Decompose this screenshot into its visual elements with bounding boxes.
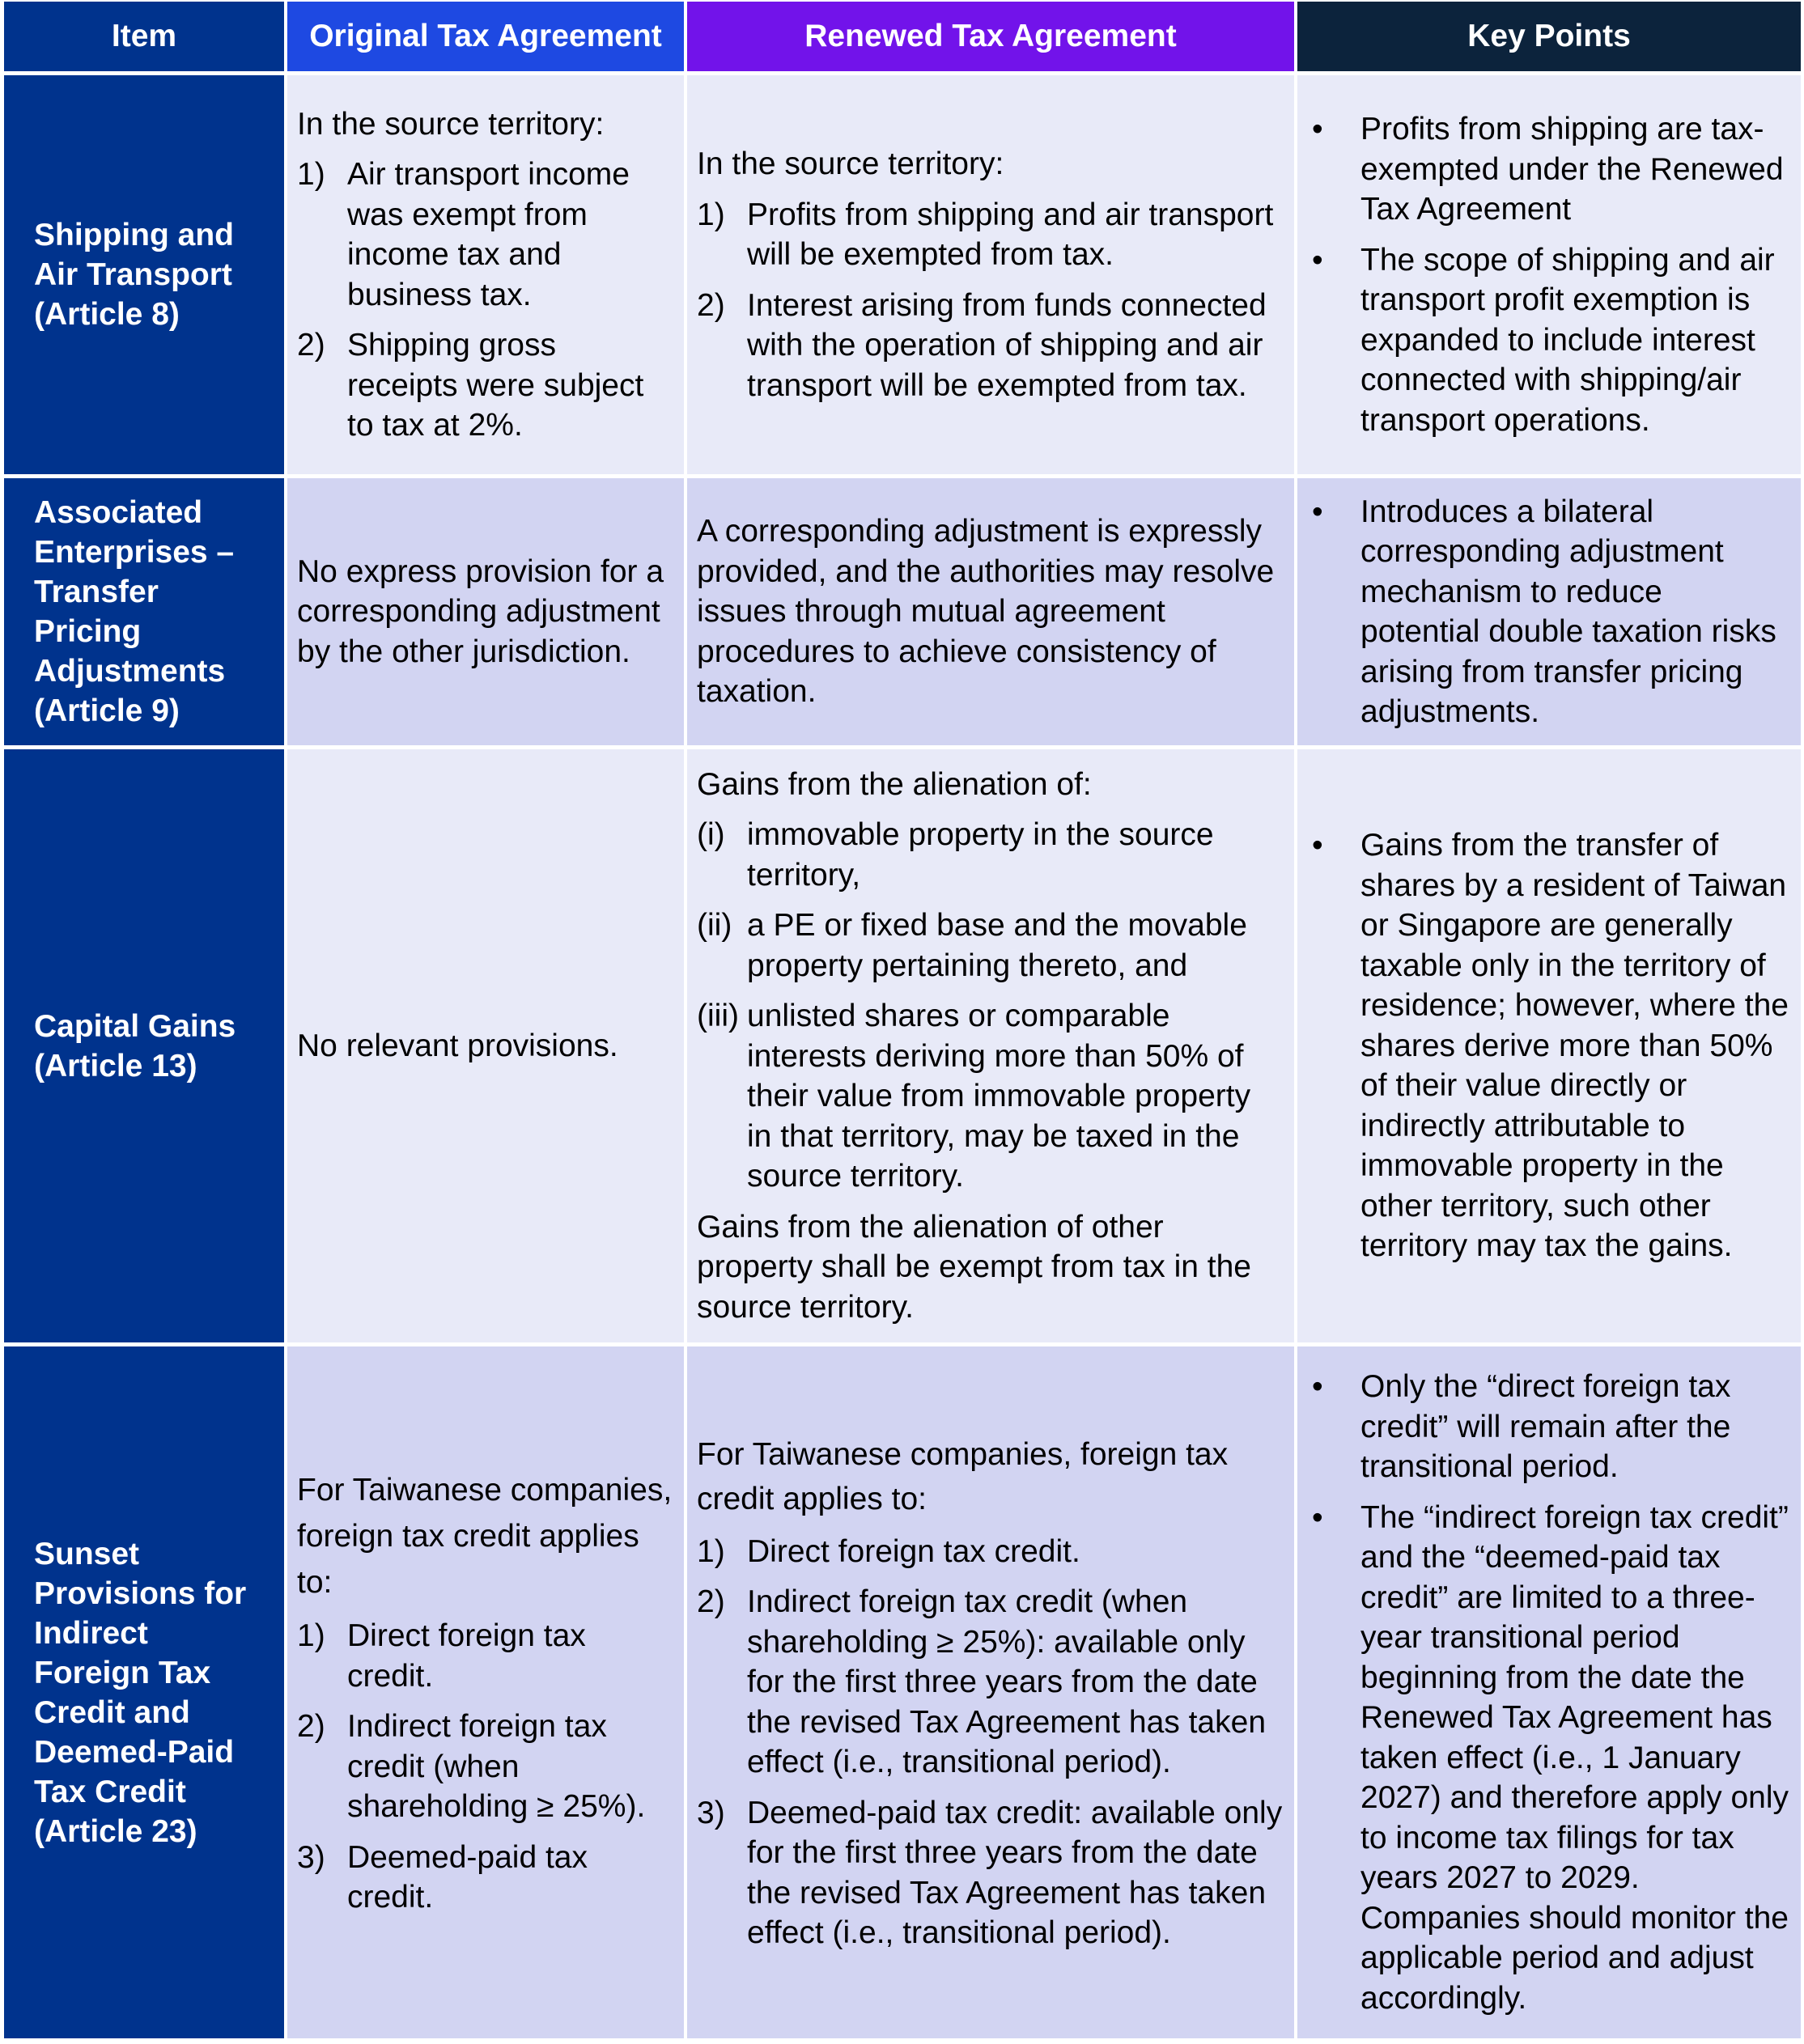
list-marker: (i)	[697, 817, 725, 853]
original-cell	[287, 749, 684, 1342]
bullet-icon: •	[1312, 494, 1323, 529]
bullet-text: Introduces a bilateral corresponding adjustment mechanism to reduce potential double taxation risks arising from transfer pricing adjustments.	[1360, 494, 1776, 729]
comparison-table	[4, 2, 1801, 2038]
list-item	[297, 1707, 673, 1827]
list-marker: 3)	[297, 1839, 325, 1875]
list-item	[297, 1616, 673, 1696]
list-marker: (iii)	[697, 999, 739, 1034]
cell-outro: Gains from the alienation of other property shall be exempt from tax in the source territory.	[697, 1209, 1251, 1325]
item-label: Sunset Provisions for Indirect Foreign Tax Credit and Deemed-Paid Tax Credit (Article 23)	[34, 1536, 247, 1849]
item-label: Shipping and Air Transport (Article 8)	[34, 218, 234, 332]
renewed-cell	[687, 75, 1294, 474]
list-marker: 1)	[297, 157, 325, 192]
list-text: Deemed-paid tax credit: available only for the first three years from the date the revised Tax Agreement has taken effect (i.e., transitional period).	[747, 1795, 1283, 1950]
list-marker: 2)	[297, 328, 325, 363]
list-text: unlisted shares or comparable interests deriving more than 50% of their value from immovable property in that territory, may be taxed in the source territory.	[747, 999, 1251, 1194]
list-text: Direct foreign tax credit.	[347, 1618, 586, 1694]
key-points-cell	[1297, 749, 1801, 1342]
list-text: Interest arising from funds connected with the operation of shipping and air transport will be exempted from tax.	[747, 287, 1267, 403]
list-marker: 2)	[297, 1709, 325, 1745]
list-marker: 2)	[697, 287, 725, 323]
list-marker: 1)	[697, 1533, 725, 1569]
key-points-cell	[1297, 478, 1801, 745]
bullet-icon: •	[1312, 828, 1323, 863]
list-item	[697, 905, 1283, 986]
bullet-icon: •	[1312, 242, 1323, 278]
bullet-item	[1307, 1367, 1789, 1487]
row-item-capital-gains	[4, 749, 284, 1342]
list-marker: 2)	[697, 1584, 725, 1619]
bullet-text: Only the “direct foreign tax credit” will remain after the transitional period.	[1360, 1369, 1731, 1484]
list-text: Profits from shipping and air transport will be exempted from tax.	[747, 197, 1274, 272]
list-text: a PE or fixed base and the movable property pertaining thereto, and	[747, 908, 1247, 983]
bullet-icon: •	[1312, 1499, 1323, 1535]
renewed-cell	[687, 749, 1294, 1342]
bullet-icon: •	[1312, 112, 1323, 146]
bullet-text: Profits from shipping are tax-exempted under the Renewed Tax Agreement	[1360, 112, 1784, 227]
cell-intro: For Taiwanese companies, foreign tax credit applies to:	[697, 1436, 1229, 1516]
renewed-cell	[687, 1346, 1294, 2038]
bullet-item	[1307, 1498, 1789, 2019]
list-item	[697, 1532, 1283, 1572]
key-points-cell	[1297, 75, 1801, 474]
bullet-text: The scope of shipping and air transport profit exemption is expanded to include interest connected with shipping/air transport operations.	[1360, 242, 1775, 438]
cell-intro: In the source territory:	[697, 146, 1004, 181]
header-key-points: Key Points	[1297, 2, 1801, 71]
list-text: immovable property in the source territory,	[747, 817, 1214, 893]
list-item	[697, 1582, 1283, 1783]
bullet-icon: •	[1312, 1369, 1323, 1404]
list-text: Indirect foreign tax credit (when shareholding ≥ 25%).	[347, 1709, 646, 1825]
header-item: Item	[4, 2, 284, 71]
original-cell	[287, 478, 684, 745]
bullet-item	[1307, 109, 1789, 230]
list-text: Deemed-paid tax credit.	[347, 1839, 588, 1915]
row-item-transfer-pricing	[4, 478, 284, 745]
original-cell	[287, 75, 684, 474]
cell-text: No express provision for a corresponding adjustment by the other jurisdiction.	[297, 553, 664, 669]
key-points-cell	[1297, 1346, 1801, 2038]
original-cell	[287, 1346, 684, 2038]
list-marker: (ii)	[697, 908, 732, 944]
cell-intro: For Taiwanese companies, foreign tax credit applies to:	[297, 1473, 673, 1601]
row-item-shipping	[4, 75, 284, 474]
item-label: Capital Gains (Article 13)	[34, 1008, 236, 1083]
cell-text: No relevant provisions.	[297, 1028, 618, 1063]
bullet-text: Gains from the transfer of shares by a resident of Taiwan or Singapore are generally taxable only in the territory of residence; however, where the shares derive more than 50% of their value directly or indirectly attributable to immovable property in the other territory, such other territory may tax the gains.	[1360, 828, 1789, 1264]
list-text: Shipping gross receipts were subject to tax at 2%.	[347, 328, 644, 443]
list-item	[297, 155, 673, 315]
cell-intro: In the source territory:	[297, 106, 605, 142]
header-original: Original Tax Agreement	[287, 2, 684, 71]
list-text: Indirect foreign tax credit (when shareholding ≥ 25%): available only for the first three years from the date the revised Tax Agreement has taken effect (i.e., transitional period).	[747, 1584, 1267, 1779]
list-item	[297, 325, 673, 446]
list-item	[697, 815, 1283, 895]
list-marker: 1)	[297, 1618, 325, 1654]
list-marker: 1)	[697, 197, 725, 232]
item-label: Associated Enterprises – Transfer Pricing Adjustments (Article 9)	[34, 495, 235, 728]
list-item	[697, 195, 1283, 275]
list-text: Direct foreign tax credit.	[747, 1533, 1080, 1569]
list-item	[697, 286, 1283, 406]
bullet-item	[1307, 492, 1789, 732]
list-text: Air transport income was exempt from income tax and business tax.	[347, 157, 630, 312]
list-item	[697, 1793, 1283, 1953]
header-renewed: Renewed Tax Agreement	[687, 2, 1294, 71]
row-item-sunset-provisions	[4, 1346, 284, 2038]
list-item	[297, 1838, 673, 1918]
bullet-item	[1307, 240, 1789, 441]
renewed-cell	[687, 478, 1294, 745]
bullet-text: The “indirect foreign tax credit” and the “deemed-paid tax credit” are limited to a three-year transitional period beginning from the date the Renewed Tax Agreement has taken effect (i.e., 1 January 2027) and therefore apply only to income tax filings for tax years 2027 to 2029. Companies should monitor the applicable period and adjust accordingly.	[1360, 1499, 1789, 2016]
list-item	[697, 996, 1283, 1197]
cell-intro: Gains from the alienation of:	[697, 766, 1092, 802]
list-marker: 3)	[697, 1795, 725, 1830]
bullet-item	[1307, 825, 1789, 1266]
cell-text: A corresponding adjustment is expressly provided, and the authorities may resolve issues through mutual agreement procedures to achieve consistency of taxation.	[697, 514, 1275, 710]
